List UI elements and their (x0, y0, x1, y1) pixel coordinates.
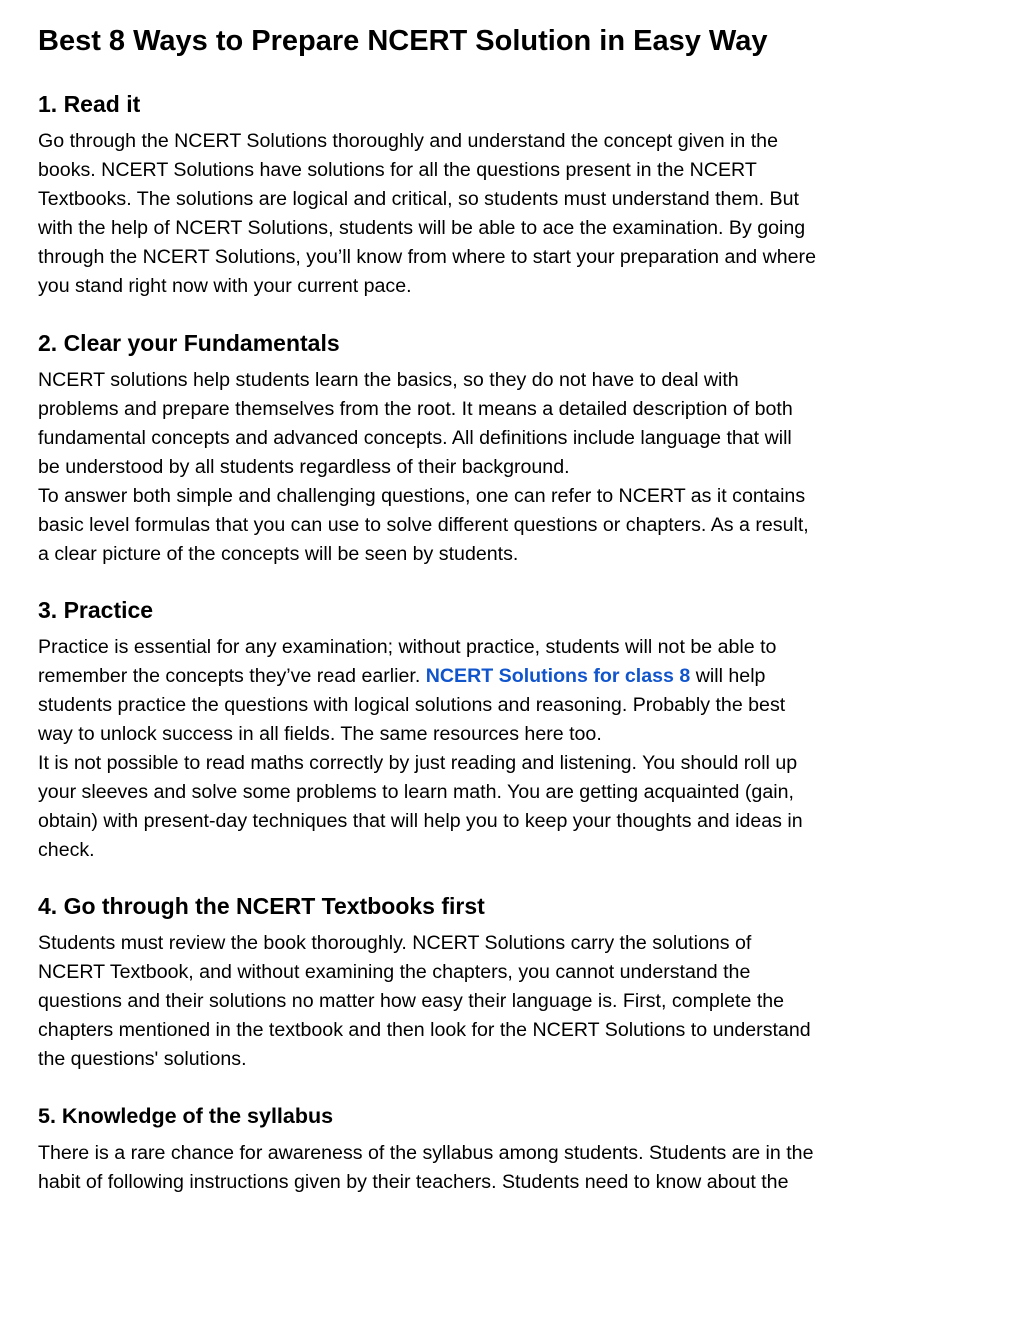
section-paragraph: NCERT solutions help students learn the basics, so they do not have to deal with problems and prepare themselves from the root. It means a detailed description of both fundamental concepts and advanced concepts. All definitions include language that will be understood by all students regardless of their background. To answer both simple and challenging questions, one can refer to NCERT as it contains basic level formulas that you can use to solve different questions or chapters. As a result, a clear picture of the concepts will be seen by students. (38, 369, 809, 565)
section-syllabus (38, 1101, 918, 1197)
section-heading: 3. Practice (38, 597, 154, 623)
section-practice (38, 595, 918, 865)
section-paragraph: Students must review the book thoroughly. NCERT Solutions carry the solutions of NCERT Textbook, and without examining the chapters, you cannot understand the questions and their solutions no matter how easy their language is. First, complete the chapters mentioned in the textbook and then look for the NCERT Solutions to understand the questions' solutions. (38, 932, 811, 1070)
page-title: Best 8 Ways to Prepare NCERT Solution in Easy Way (38, 25, 768, 57)
ncert-solutions-class-8-link[interactable]: NCERT Solutions for class 8 (425, 665, 691, 687)
paragraph-text-before-link: Practice is essential for any examination; without practice, students will not be able to remember the concepts they’ve read earlier. (38, 636, 777, 687)
section-paragraph: There is a rare chance for awareness of the syllabus among students. Students are in the habit of following instructions given by their teachers. Students need to know about the (38, 1142, 814, 1193)
section-textbooks-first (38, 891, 918, 1074)
section-read-it (38, 89, 918, 301)
section-heading: 4. Go through the NCERT Textbooks first (38, 893, 485, 919)
section-heading: 5. Knowledge of the syllabus (38, 1104, 334, 1128)
section-clear-fundamentals (38, 328, 918, 569)
section-heading: 2. Clear your Fundamentals (38, 330, 340, 356)
section-paragraph: Go through the NCERT Solutions thoroughly and understand the concept given in the books. NCERT Solutions have solutions for all the questions present in the NCERT Textbooks. The solutions are logical and critical, so students must understand them. But with the help of NCERT Solutions, students will be able to ace the examination. By going through the NCERT Solutions, you’ll know from where to start your preparation and where you stand right now with your current pace. (38, 130, 816, 297)
paragraph-text-after-link: will help students practice the questions with logical solutions and reasoning. Probably the best way to unlock success in all fields. The same resources here too. It is not possible to read maths correctly by just reading and listening. You should roll up your sleeves and solve some problems to learn math. You are getting acquainted (gain, obtain) with present-day techniques that will help you to keep your thoughts and ideas in check. (38, 665, 803, 861)
section-paragraph (38, 633, 918, 865)
section-heading: 1. Read it (38, 91, 141, 117)
